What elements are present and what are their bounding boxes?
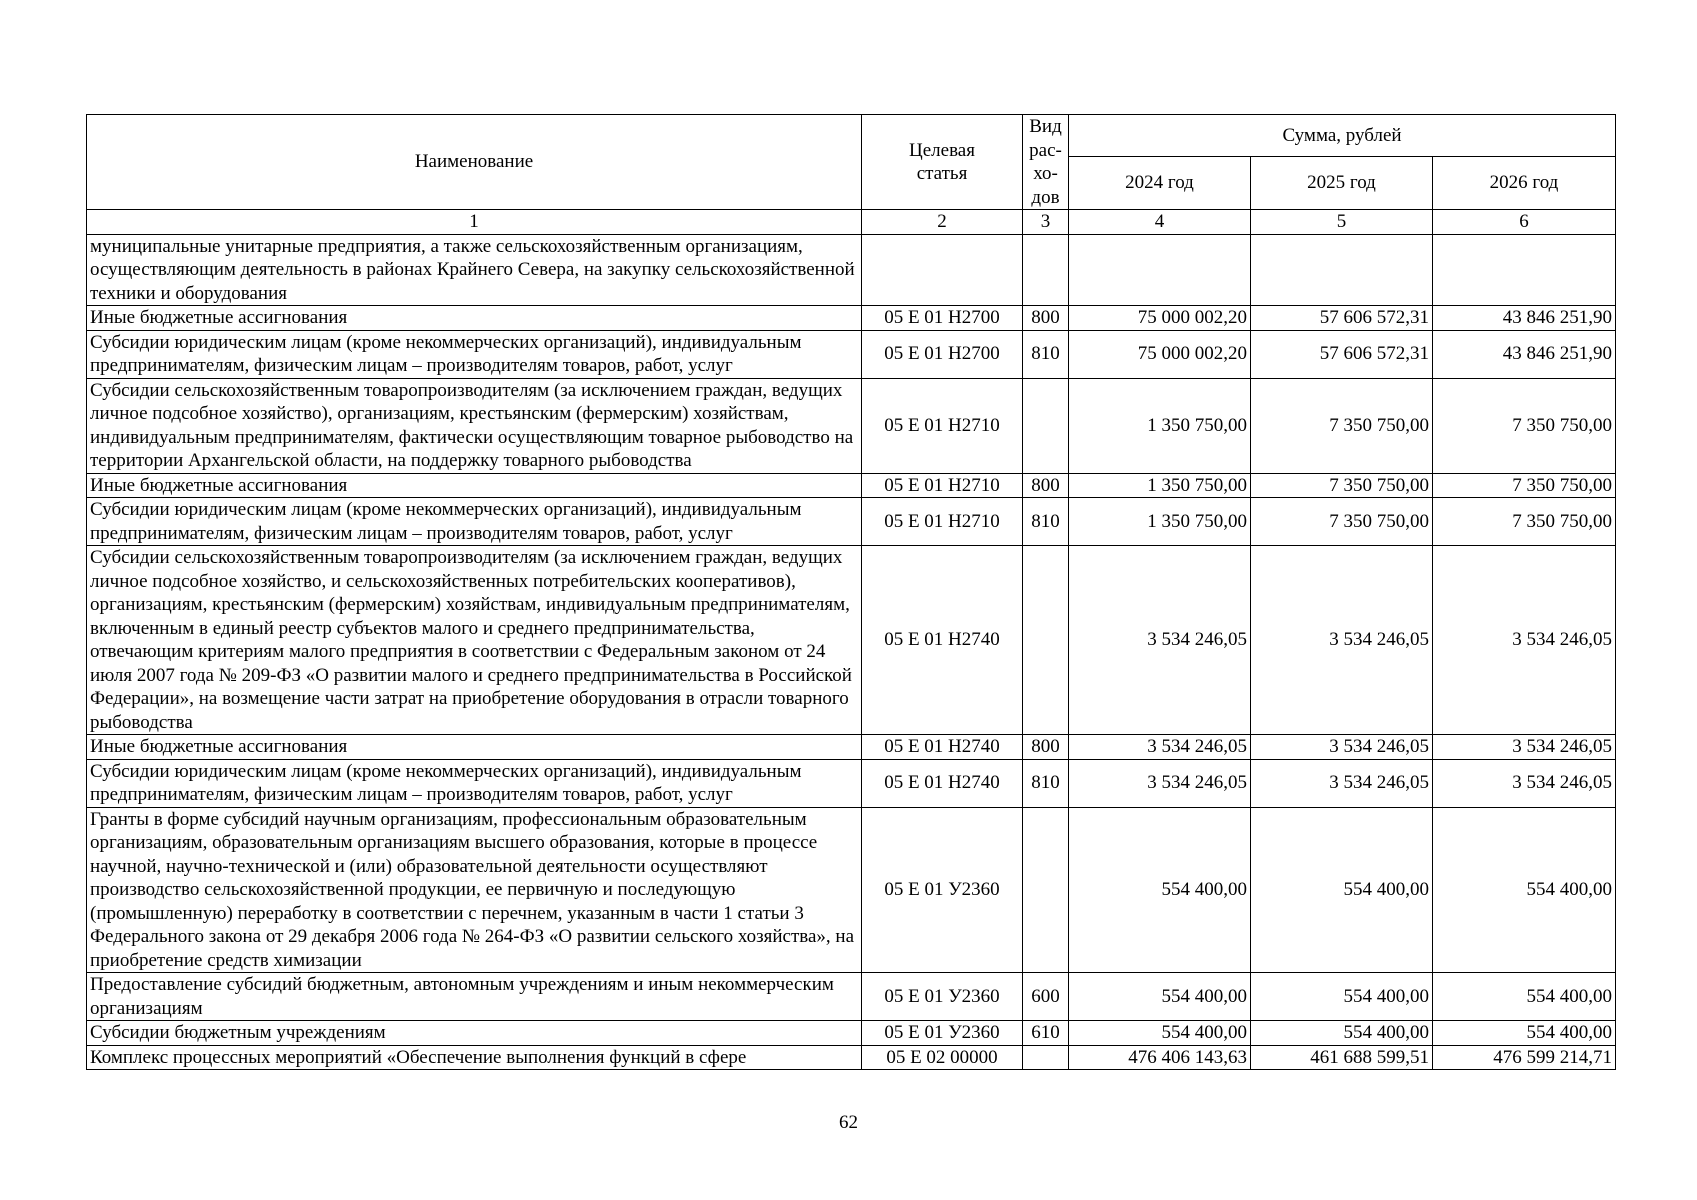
header-year-2026: 2026 год <box>1433 157 1616 210</box>
row-amount-2025: 3 534 246,05 <box>1251 546 1433 735</box>
column-number: 3 <box>1023 210 1069 235</box>
budget-table <box>86 114 1616 1070</box>
column-number: 6 <box>1433 210 1616 235</box>
row-amount-2026: 3 534 246,05 <box>1433 546 1616 735</box>
row-name: Иные бюджетные ассигнования <box>87 735 862 760</box>
header-vid <box>1023 115 1069 210</box>
row-amount-2024: 75 000 002,20 <box>1069 306 1251 331</box>
header-target-label: Целевая статья <box>909 139 975 184</box>
row-target-code: 05 Е 01 У2360 <box>862 807 1023 973</box>
row-amount-2026: 3 534 246,05 <box>1433 735 1616 760</box>
table-body <box>87 234 1616 1070</box>
table-row <box>87 973 1616 1021</box>
row-expense-type <box>1023 234 1069 306</box>
row-expense-type: 810 <box>1023 330 1069 378</box>
table-row <box>87 759 1616 807</box>
header-name: Наименование <box>87 115 862 210</box>
row-amount-2026: 43 846 251,90 <box>1433 330 1616 378</box>
row-amount-2025: 554 400,00 <box>1251 973 1433 1021</box>
header-vid-line: Вид <box>1029 116 1062 137</box>
row-amount-2024: 3 534 246,05 <box>1069 759 1251 807</box>
header-vid-line: дов <box>1031 186 1060 208</box>
row-target-code: 05 Е 01 У2360 <box>862 973 1023 1021</box>
table-row <box>87 1021 1616 1046</box>
row-name: Иные бюджетные ассигнования <box>87 306 862 331</box>
row-amount-2026: 554 400,00 <box>1433 1021 1616 1046</box>
row-name: Гранты в форме субсидий научным организациям, профессиональным образовательным организациям, образовательным организациям высшего образования, которые в процессе научной, научно-технической и (или) образовательной деятельности осуществляют производство сельскохозяйственной продукции, ее первичную и последующую (промышленную) переработку в соответствии с перечнем, указанным в части 1 статьи 3 Федерального закона от 29 декабря 2006 года № 264-ФЗ «О развитии сельского хозяйства», на приобретение средств химизации <box>87 807 862 973</box>
row-amount-2025: 7 350 750,00 <box>1251 473 1433 498</box>
column-number: 2 <box>862 210 1023 235</box>
row-name: Субсидии юридическим лицам (кроме некоммерческих организаций), индивидуальным предпринимателям, физическим лицам – производителям товаров, работ, услуг <box>87 498 862 546</box>
row-amount-2026: 7 350 750,00 <box>1433 473 1616 498</box>
row-expense-type <box>1023 807 1069 973</box>
row-expense-type: 610 <box>1023 1021 1069 1046</box>
row-amount-2026 <box>1433 234 1616 306</box>
row-amount-2024: 75 000 002,20 <box>1069 330 1251 378</box>
row-amount-2025: 57 606 572,31 <box>1251 306 1433 331</box>
table-row <box>87 234 1616 306</box>
column-number: 5 <box>1251 210 1433 235</box>
row-amount-2025: 7 350 750,00 <box>1251 498 1433 546</box>
row-amount-2026: 43 846 251,90 <box>1433 306 1616 331</box>
page-number: 62 <box>839 1112 858 1133</box>
row-name: Предоставление субсидий бюджетным, автономным учреждениям и иным некоммерческим организациям <box>87 973 862 1021</box>
row-expense-type: 800 <box>1023 473 1069 498</box>
row-target-code: 05 Е 01 Н2700 <box>862 330 1023 378</box>
header-sum: Сумма, рублей <box>1069 115 1616 157</box>
row-amount-2025: 554 400,00 <box>1251 807 1433 973</box>
row-target-code: 05 Е 01 Н2740 <box>862 735 1023 760</box>
row-amount-2025: 3 534 246,05 <box>1251 759 1433 807</box>
table-row <box>87 498 1616 546</box>
row-expense-type <box>1023 1045 1069 1070</box>
document-page <box>86 114 1615 1070</box>
column-number: 4 <box>1069 210 1251 235</box>
row-expense-type: 600 <box>1023 973 1069 1021</box>
row-amount-2024: 554 400,00 <box>1069 973 1251 1021</box>
row-expense-type: 800 <box>1023 735 1069 760</box>
row-target-code: 05 Е 02 00000 <box>862 1045 1023 1070</box>
row-amount-2024: 3 534 246,05 <box>1069 546 1251 735</box>
header-year-2024: 2024 год <box>1069 157 1251 210</box>
column-number-row <box>87 210 1616 235</box>
row-amount-2025: 461 688 599,51 <box>1251 1045 1433 1070</box>
header-row <box>87 115 1616 157</box>
row-expense-type: 800 <box>1023 306 1069 331</box>
row-target-code: 05 Е 01 У2360 <box>862 1021 1023 1046</box>
table-row <box>87 473 1616 498</box>
row-target-code <box>862 234 1023 306</box>
row-name: Комплекс процессных мероприятий «Обеспечение выполнения функций в сфере <box>87 1045 862 1070</box>
row-amount-2025: 57 606 572,31 <box>1251 330 1433 378</box>
header-vid-line: рас- <box>1029 139 1062 161</box>
row-amount-2026: 554 400,00 <box>1433 807 1616 973</box>
row-amount-2025 <box>1251 234 1433 306</box>
row-expense-type: 810 <box>1023 498 1069 546</box>
table-row <box>87 807 1616 973</box>
row-amount-2025: 554 400,00 <box>1251 1021 1433 1046</box>
row-amount-2025: 3 534 246,05 <box>1251 735 1433 760</box>
row-expense-type <box>1023 546 1069 735</box>
row-target-code: 05 Е 01 Н2710 <box>862 378 1023 473</box>
row-name: Субсидии сельскохозяйственным товаропроизводителям (за исключением граждан, ведущих личное подсобное хозяйство), организациям, крестьянским (фермерским) хозяйствам, индивидуальным предпринимателям, фактически осуществляющим товарное рыбоводство на территории Архангельской области, на поддержку товарного рыбоводства <box>87 378 862 473</box>
row-amount-2024: 3 534 246,05 <box>1069 735 1251 760</box>
row-amount-2024: 1 350 750,00 <box>1069 473 1251 498</box>
row-target-code: 05 Е 01 Н2740 <box>862 546 1023 735</box>
row-amount-2026: 476 599 214,71 <box>1433 1045 1616 1070</box>
column-number: 1 <box>87 210 862 235</box>
row-name: Субсидии сельскохозяйственным товаропроизводителям (за исключением граждан, ведущих личное подсобное хозяйство, и сельскохозяйственных потребительских кооперативов), организациям, крестьянским (фермерским) хозяйствам, индивидуальным предпринимателям, включенным в единый реестр субъектов малого и среднего предпринимательства, отвечающим критериям малого предприятия в соответствии с Федеральным законом от 24 июля 2007 года № 209-ФЗ «О развитии малого и среднего предпринимательства в Российской Федерации», на возмещение части затрат на приобретение оборудования в отрасли товарного рыбоводства <box>87 546 862 735</box>
table-row <box>87 378 1616 473</box>
row-amount-2026: 554 400,00 <box>1433 973 1616 1021</box>
row-amount-2024: 1 350 750,00 <box>1069 498 1251 546</box>
row-name: Иные бюджетные ассигнования <box>87 473 862 498</box>
row-name: Субсидии юридическим лицам (кроме некоммерческих организаций), индивидуальным предпринимателям, физическим лицам – производителям товаров, работ, услуг <box>87 759 862 807</box>
table-row <box>87 735 1616 760</box>
row-amount-2026: 7 350 750,00 <box>1433 498 1616 546</box>
row-expense-type <box>1023 378 1069 473</box>
row-amount-2026: 3 534 246,05 <box>1433 759 1616 807</box>
row-amount-2024: 554 400,00 <box>1069 807 1251 973</box>
row-target-code: 05 Е 01 Н2710 <box>862 473 1023 498</box>
table-row <box>87 546 1616 735</box>
header-year-2025: 2025 год <box>1251 157 1433 210</box>
row-name: Субсидии юридическим лицам (кроме некоммерческих организаций), индивидуальным предпринимателям, физическим лицам – производителям товаров, работ, услуг <box>87 330 862 378</box>
row-expense-type: 810 <box>1023 759 1069 807</box>
row-target-code: 05 Е 01 Н2710 <box>862 498 1023 546</box>
row-amount-2024 <box>1069 234 1251 306</box>
row-amount-2024: 1 350 750,00 <box>1069 378 1251 473</box>
header-vid-line: хо- <box>1033 163 1058 184</box>
table-row <box>87 306 1616 331</box>
table-row <box>87 1045 1616 1070</box>
table-row <box>87 330 1616 378</box>
row-name: Субсидии бюджетным учреждениям <box>87 1021 862 1046</box>
row-target-code: 05 Е 01 Н2700 <box>862 306 1023 331</box>
row-amount-2024: 476 406 143,63 <box>1069 1045 1251 1070</box>
row-target-code: 05 Е 01 Н2740 <box>862 759 1023 807</box>
row-name: муниципальные унитарные предприятия, а также сельскохозяйственным организациям, осуществляющим деятельность в районах Крайнего Севера, на закупку сельскохозяйственной техники и оборудования <box>87 234 862 306</box>
row-amount-2025: 7 350 750,00 <box>1251 378 1433 473</box>
row-amount-2026: 7 350 750,00 <box>1433 378 1616 473</box>
row-amount-2024: 554 400,00 <box>1069 1021 1251 1046</box>
header-target <box>862 115 1023 210</box>
